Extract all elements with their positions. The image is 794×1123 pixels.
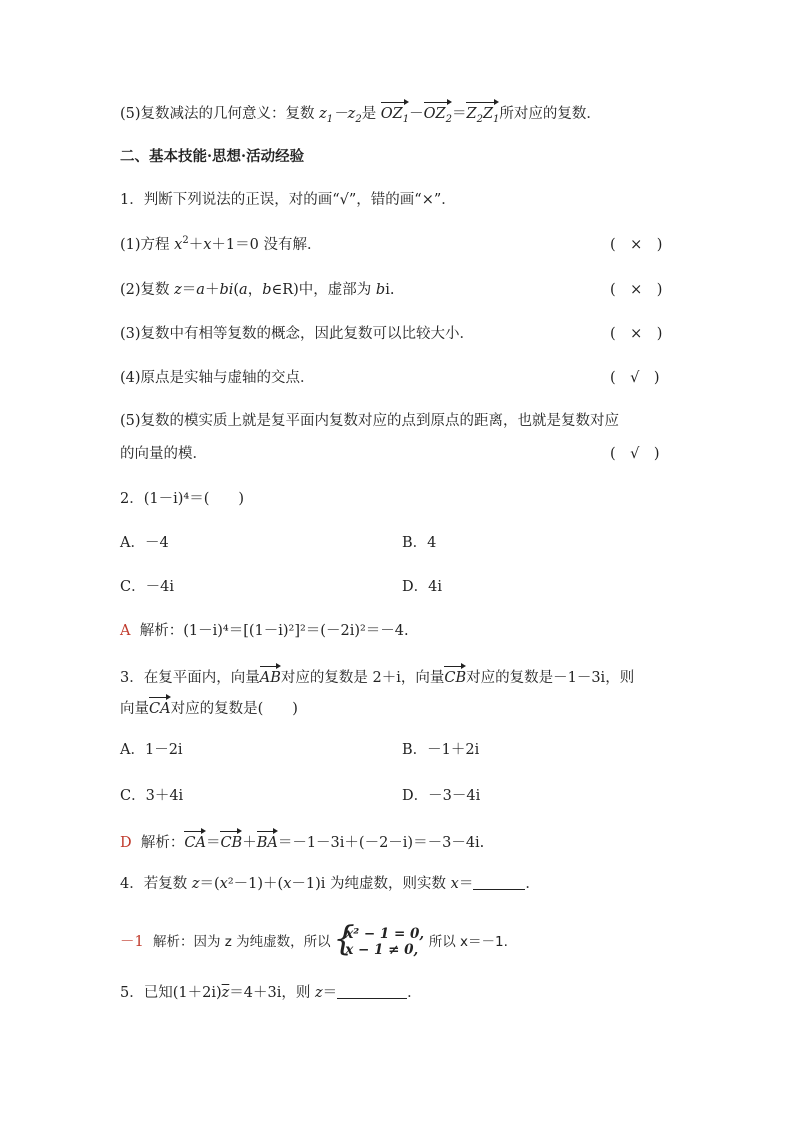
vector-oz2: $OZ_2$ [424,101,452,124]
q1-item-5-line2: 的向量的模． [120,446,207,462]
q5-stem: 5．已知$(1+2i)\overline{z}=4+3i$，则 z＝ ． [120,985,422,1001]
q2-option-d: D．4i [402,579,442,595]
q1-item-1: (1)方程 $x^2+x+1=0$ 没有解． [120,235,322,253]
q1-mark-2: ( × ) [610,282,663,298]
q4-equation-system: { x² − 1 = 0, x − 1 ≠ 0, [335,926,424,958]
q4-answer-blank [473,875,525,890]
vector-ca: CA [149,696,171,719]
q3-option-b: B．－1＋2i [402,742,480,758]
q1-mark-5: ( √ ) [610,446,660,462]
q1-item-2: (2)复数 z＝a＋bi(a，b∈R)中，虚部为 bi. [120,282,395,298]
q2-option-b: B．4 [402,535,437,551]
q1-mark-3: ( × ) [610,326,663,342]
q3-option-a: A．1－2i [120,742,183,758]
q3-stem-line1: 3．在复平面内，向量AB对应的复数是 2＋i，向量CB对应的复数是－1－3i，则 [120,665,634,688]
q3-option-c: C．3＋4i [120,788,184,804]
q3-option-d: D．－3－4i [402,788,481,804]
vector-ab: AB [260,665,281,688]
q5-answer-blank [337,984,407,999]
q3-stem-line2: 向量CA对应的复数是( ) [120,696,298,719]
q1-mark-1: ( × ) [610,237,663,253]
q1-item-3: (3)复数中有相等复数的概念，因此复数可以比较大小． [120,326,475,342]
q2-answer: A [120,623,131,639]
q1-mark-4: ( √ ) [610,370,660,386]
q1-stem: 1．判断下列说法的正误，对的画“√”，错的画“×”． [120,192,456,208]
q2-analysis: A 解析：(1－i)⁴＝[(1－i)²]²＝(－2i)²＝－4. [120,623,409,639]
q4-answer: －1 [120,934,144,950]
q4-stem: 4．若复数 z＝(x²－1)＋(x－1)i 为纯虚数，则实数 x＝ ． [120,876,540,892]
q4-analysis: －1 解析：因为 z 为纯虚数，所以 { x² − 1 = 0, x − 1 ≠ 0, 所以 x＝－1. [120,926,508,958]
q3-analysis: D 解析：CA＝CB＋BA＝－1－3i＋(－2－i)＝－3－4i. [120,830,484,853]
q2-stem: 2．(1－i)⁴＝( ) [120,491,245,507]
q3-answer: D [120,835,132,851]
q2-option-c: C．－4i [120,579,174,595]
q1-item-4: (4)原点是实轴与虚轴的交点． [120,370,315,386]
section-title: 二、基本技能·思想·活动经验 [120,148,305,165]
subtraction-geometry-line: (5)复数减法的几何意义：复数 $z_1-z_2$是 $OZ_1-OZ_2=Z_2Z_1$所对应的复数． [120,101,601,124]
vector-oz1: $OZ_1$ [381,101,409,124]
q1-item-5-line1: (5)复数的模实质上就是复平面内复数对应的点到原点的距离，也就是复数对应 [120,413,620,429]
q2-option-a: A．－4 [120,535,169,551]
vector-cb: CB [444,665,466,688]
vector-z2z1: $Z_2Z_1$ [466,101,499,124]
